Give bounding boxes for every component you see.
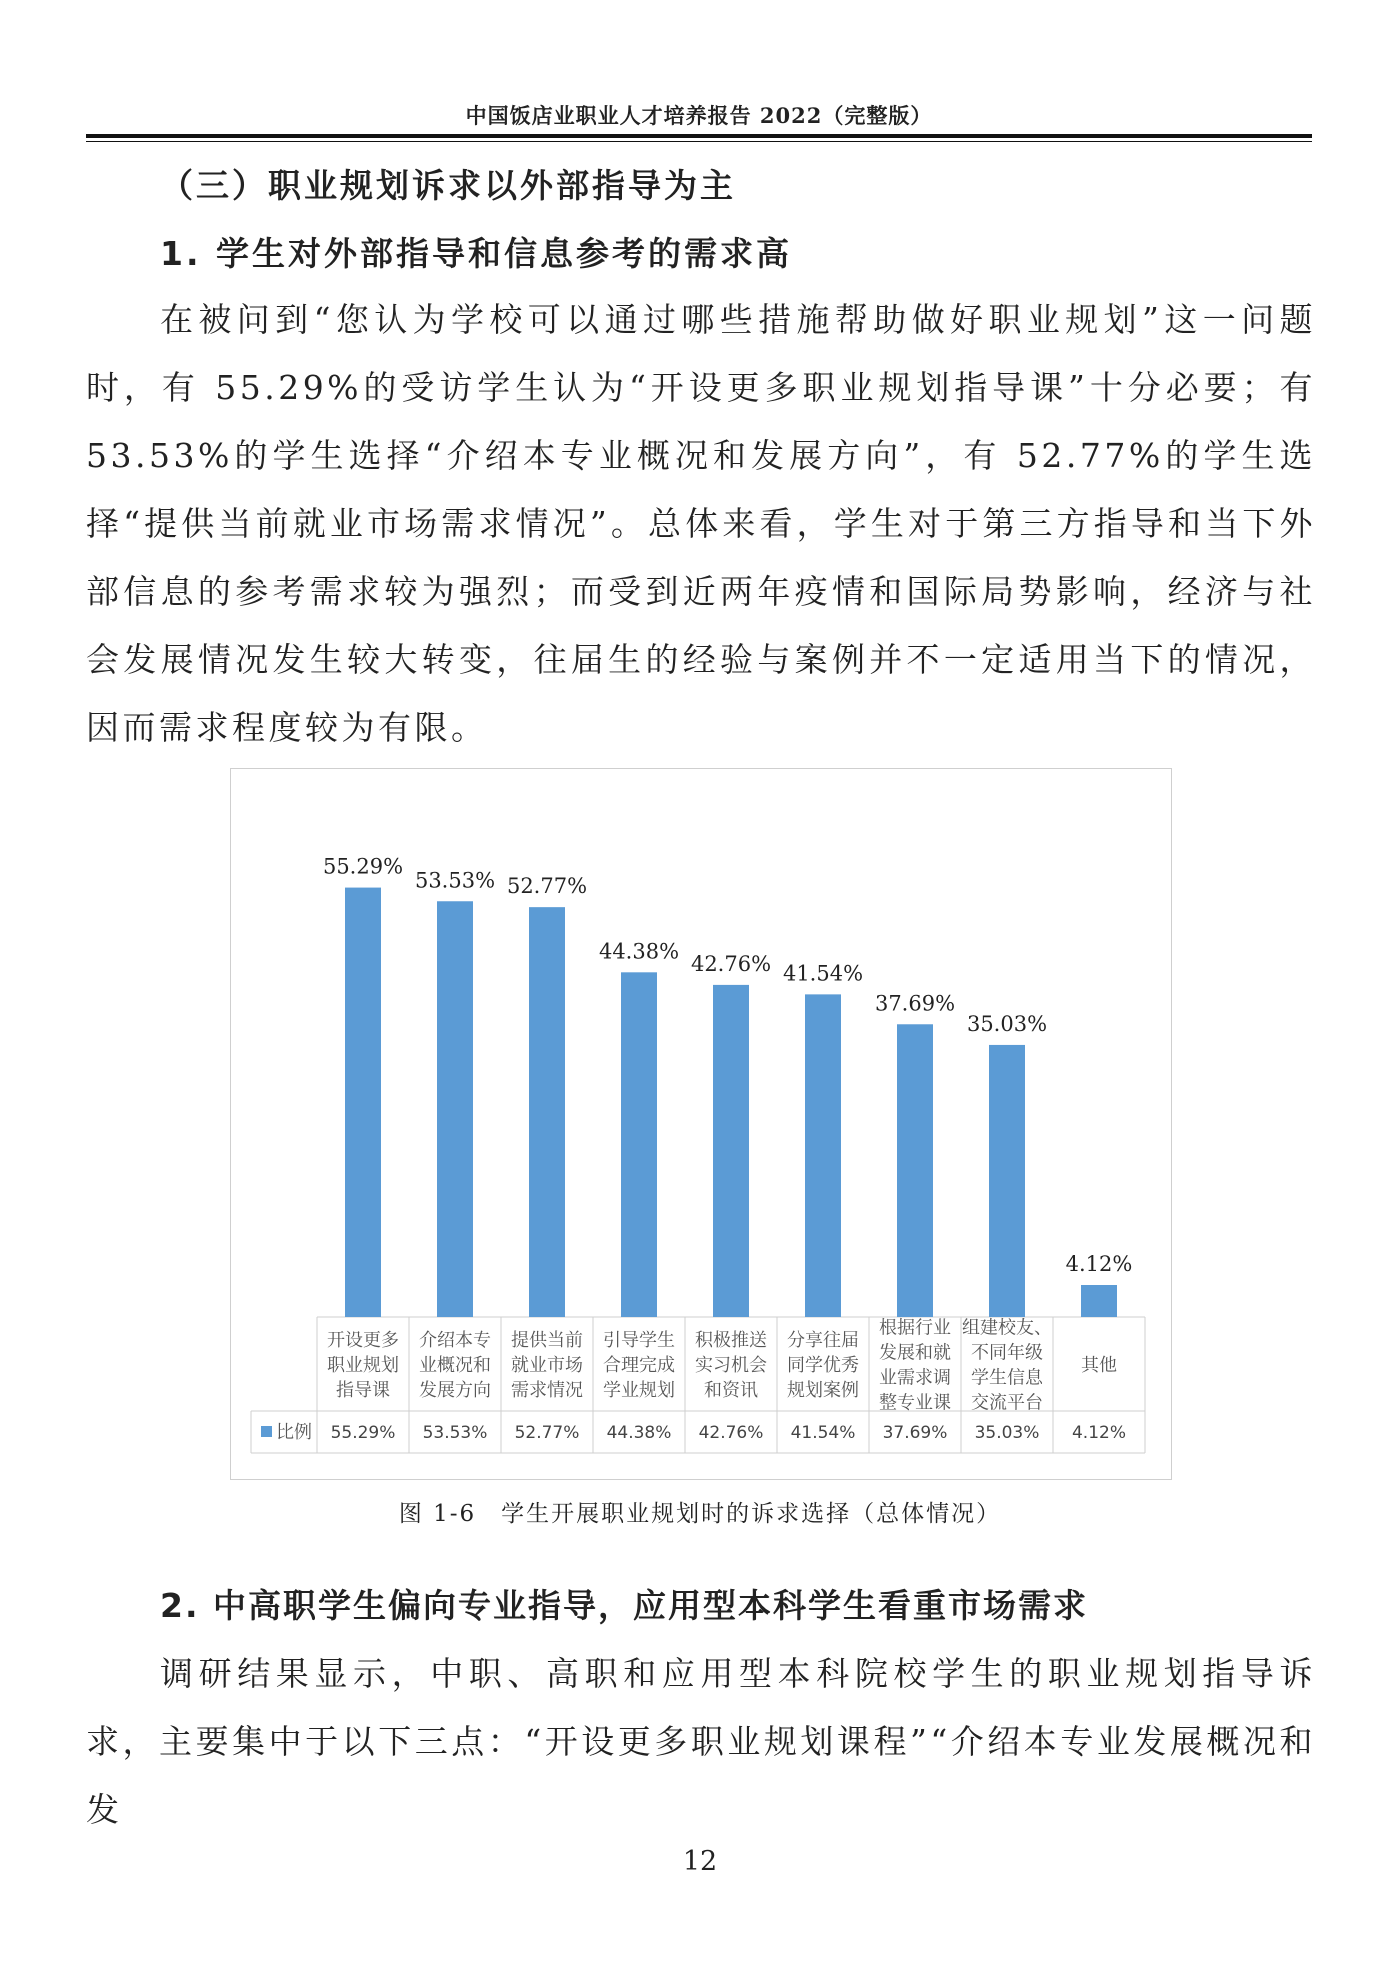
- table-value-label: 55.29%: [330, 1423, 396, 1443]
- bar-value-label: 44.38%: [598, 939, 680, 964]
- category-label: 指导课: [336, 1380, 390, 1401]
- bar-value-label: 52.77%: [506, 874, 588, 899]
- bar: [345, 888, 381, 1317]
- category-label: 同学优秀: [787, 1355, 859, 1376]
- bar-chart: [231, 769, 1171, 1479]
- category-label: 发展方向: [419, 1380, 491, 1401]
- bar: [897, 1024, 933, 1317]
- figure-caption: 图 1-6 学生开展职业规划时的诉求选择（总体情况）: [398, 1501, 1002, 1527]
- bar-value-label: 55.29%: [322, 854, 404, 879]
- bar: [989, 1045, 1025, 1317]
- subsection-heading-2: 2. 中高职学生偏向专业指导，应用型本科学生看重市场需求: [160, 1586, 1088, 1625]
- category-label: 积极推送: [695, 1330, 767, 1351]
- category-label: 合理完成: [603, 1355, 675, 1376]
- table-value-label: 44.38%: [606, 1423, 672, 1443]
- paragraph-2: 调研结果显示，中职、高职和应用型本科院校学生的职业规划指导诉求，主要集中于以下三点：“开设更多职业规划课程”“介绍本专业发展概况和发: [86, 1654, 1316, 1829]
- category-label: 提供当前: [511, 1330, 583, 1351]
- bar-value-label: 41.54%: [782, 961, 864, 986]
- legend-swatch: [261, 1426, 272, 1437]
- category-label: 发展和就: [879, 1342, 951, 1364]
- paragraph-1: 在被问到“您认为学校可以通过哪些措施帮助做好职业规划”这一问题时，有 55.29%的受访学生认为“开设更多职业规划指导课”十分必要；有 53.53%的学生选择“介绍本专业概况和发展方向”，有 52.77%的学生选择“提供当前就业市场需求情况”。总体来看，学生对于第三方指导和当下外部信息的参考需求较为强烈；而受到近两年疫情和国际局势影响，经济与社会发展情况发生较大转变，往届生的经验与案例并不一定适用当下的情况，因而需求程度较为有限。: [86, 300, 1316, 747]
- category-label: 交流平台: [971, 1392, 1043, 1414]
- category-label: 业概况和: [419, 1355, 491, 1376]
- page-number: 12: [682, 1846, 718, 1877]
- bar: [805, 994, 841, 1317]
- category-label: 开设更多: [327, 1330, 399, 1351]
- bar-value-label: 37.69%: [874, 991, 956, 1016]
- category-label: 和资讯: [704, 1380, 758, 1401]
- table-value-label: 52.77%: [514, 1423, 580, 1443]
- section-heading: （三）职业规划诉求以外部指导为主: [160, 166, 736, 205]
- bar-value-label: 42.76%: [690, 951, 772, 976]
- category-label: 分享往届: [787, 1330, 859, 1351]
- figure-chart: [230, 768, 1172, 1480]
- header-rule-thick: [86, 134, 1312, 138]
- category-label: 其他: [1081, 1355, 1117, 1376]
- table-value-label: 35.03%: [974, 1423, 1040, 1443]
- table-value-label: 41.54%: [790, 1423, 856, 1443]
- category-label: 实习机会: [695, 1355, 767, 1376]
- category-label: 就业市场: [511, 1355, 583, 1376]
- category-label: 学业规划: [603, 1380, 675, 1401]
- category-label: 介绍本专: [419, 1330, 491, 1351]
- table-value-label: 4.12%: [1071, 1423, 1127, 1443]
- category-label: 引导学生: [603, 1330, 675, 1351]
- category-label: 组建校友、: [962, 1317, 1052, 1339]
- bar-value-label: 4.12%: [1065, 1252, 1133, 1277]
- category-label: 业需求调: [879, 1367, 951, 1389]
- bar: [437, 901, 473, 1317]
- category-label: 职业规划: [327, 1355, 399, 1376]
- running-header: 中国饭店业职业人才培养报告 2022（完整版）: [465, 103, 933, 128]
- bar-value-label: 35.03%: [966, 1011, 1048, 1036]
- bar: [529, 907, 565, 1317]
- legend-label: 比例: [276, 1422, 312, 1443]
- category-label: 根据行业: [879, 1317, 951, 1339]
- table-value-label: 37.69%: [882, 1423, 948, 1443]
- bar: [1081, 1285, 1117, 1317]
- table-value-label: 53.53%: [422, 1423, 488, 1443]
- category-label: 不同年级: [971, 1342, 1043, 1364]
- category-label: 整专业课: [879, 1392, 951, 1414]
- bar: [621, 972, 657, 1317]
- category-label: 规划案例: [787, 1380, 859, 1401]
- table-value-label: 42.76%: [698, 1423, 764, 1443]
- subsection-heading-1: 1. 学生对外部指导和信息参考的需求高: [160, 234, 792, 273]
- category-label: 学生信息: [971, 1367, 1043, 1389]
- bar: [713, 985, 749, 1317]
- category-label: 需求情况: [511, 1380, 583, 1401]
- bar-value-label: 53.53%: [414, 868, 496, 893]
- header-rule-thin: [86, 141, 1312, 142]
